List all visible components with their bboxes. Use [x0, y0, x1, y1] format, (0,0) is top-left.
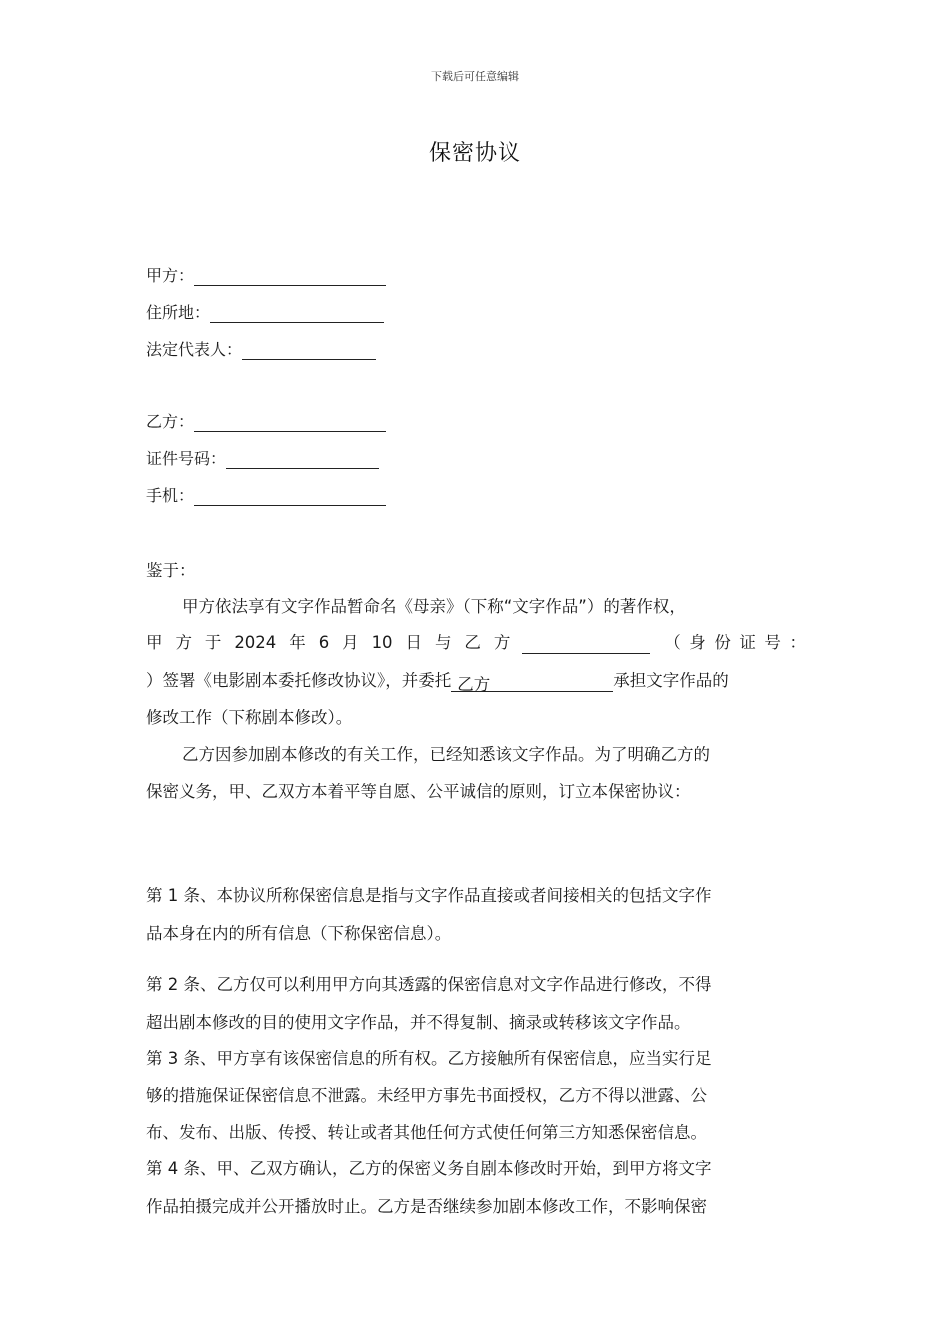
article1-line2: 品本身在内的所有信息（下称保密信息）。	[146, 924, 452, 943]
token: 6	[318, 633, 330, 652]
recital1-id-clause	[664, 632, 806, 654]
recital2-line1: 乙方因参加剧本修改的有关工作，已经知悉该文字作品。为了明确乙方的	[182, 745, 710, 764]
party-b-name-inline-blank[interactable]	[522, 635, 650, 654]
header-note: 下载后可任意编辑	[431, 70, 519, 83]
token: 10	[371, 633, 393, 652]
whereas-label: 鉴于：	[146, 561, 196, 580]
party-b-phone-blank[interactable]	[194, 491, 386, 506]
party-b-id-label: 证件号码：	[146, 449, 227, 468]
article3-line2: 够的措施保证保密信息不泄露。未经甲方事先书面授权，乙方不得以泄露、公	[146, 1086, 707, 1105]
party-a-legal-rep-label: 法定代表人：	[146, 340, 243, 359]
party-b-name-label: 乙方：	[146, 412, 195, 431]
party-a-legal-rep-field	[146, 340, 376, 360]
token: 年	[289, 633, 306, 652]
recital1-line3-post: 承担文字作品的	[613, 671, 729, 690]
recital1-line3	[146, 670, 806, 692]
article3-line3: 布、发布、出版、传授、转让或者其他任何方式使任何第三方知悉保密信息。	[146, 1123, 707, 1142]
token: 日	[405, 633, 422, 652]
token: 身	[689, 633, 706, 652]
token: 号	[764, 633, 781, 652]
party-a-legal-rep-blank[interactable]	[242, 345, 376, 360]
token: 于	[204, 633, 222, 652]
token: 方	[175, 633, 192, 652]
recital1-line4: 修改工作（下称剧本修改）。	[146, 708, 353, 727]
token: 份	[714, 633, 731, 652]
token: 甲	[146, 633, 163, 652]
recital2-line2: 保密义务，甲、乙双方本着平等自愿、公平诚信的原则，订立本保密协议：	[146, 782, 691, 801]
party-a-name-label: 甲方：	[146, 266, 195, 285]
article3-line1: 第 3 条、甲方享有该保密信息的所有权。乙方接触所有保密信息，应当实行足	[146, 1049, 712, 1068]
party-b-name-field	[146, 412, 386, 432]
article2-line1: 第 2 条、乙方仅可以利用甲方向其透露的保密信息对文字作品进行修改，不得	[146, 975, 712, 994]
party-b-id-blank[interactable]	[226, 454, 379, 469]
recital1-line3-pre: ）签署《电影剧本委托修改协议》，并委托	[146, 671, 452, 690]
article1-line1: 第 1 条、本协议所称保密信息是指与文字作品直接或者间接相关的包括文字作	[146, 886, 712, 905]
article4-line1: 第 4 条、甲、乙双方确认，乙方的保密义务自剧本修改时开始，到甲方将文字	[146, 1159, 712, 1178]
token: （	[664, 633, 681, 652]
party-a-address-blank[interactable]	[210, 308, 384, 323]
entrusted-party-fill[interactable]	[451, 674, 613, 692]
party-b-phone-field	[146, 486, 386, 506]
entrusted-party-text: 乙方	[457, 675, 491, 694]
party-b-name-blank[interactable]	[194, 417, 386, 432]
token: 方	[493, 633, 511, 652]
party-b-phone-label: 手机：	[146, 486, 195, 505]
recital1-date-clause	[146, 632, 510, 654]
article2-line2: 超出剧本修改的目的使用文字作品，并不得复制、摘录或转移该文字作品。	[146, 1013, 691, 1032]
party-b-id-field	[146, 449, 379, 469]
article4-line2: 作品拍摄完成并公开播放时止。乙方是否继续参加剧本修改工作，不影响保密	[146, 1197, 707, 1216]
token: ：	[789, 633, 806, 652]
token: 2024	[234, 633, 277, 652]
token: 证	[739, 633, 756, 652]
token: 与	[434, 633, 452, 652]
party-a-address-label: 住所地：	[146, 303, 211, 322]
recital1-line2	[146, 632, 806, 654]
party-a-address-field	[146, 303, 384, 323]
recital1-line1: 甲方依法享有文字作品暂命名《母亲》（下称“文字作品”）的著作权，	[182, 597, 686, 616]
token: 月	[342, 633, 359, 652]
token: 乙	[464, 633, 481, 652]
party-a-name-blank[interactable]	[194, 271, 386, 286]
page-title: 保密协议	[428, 141, 521, 166]
party-a-name-field	[146, 266, 386, 286]
